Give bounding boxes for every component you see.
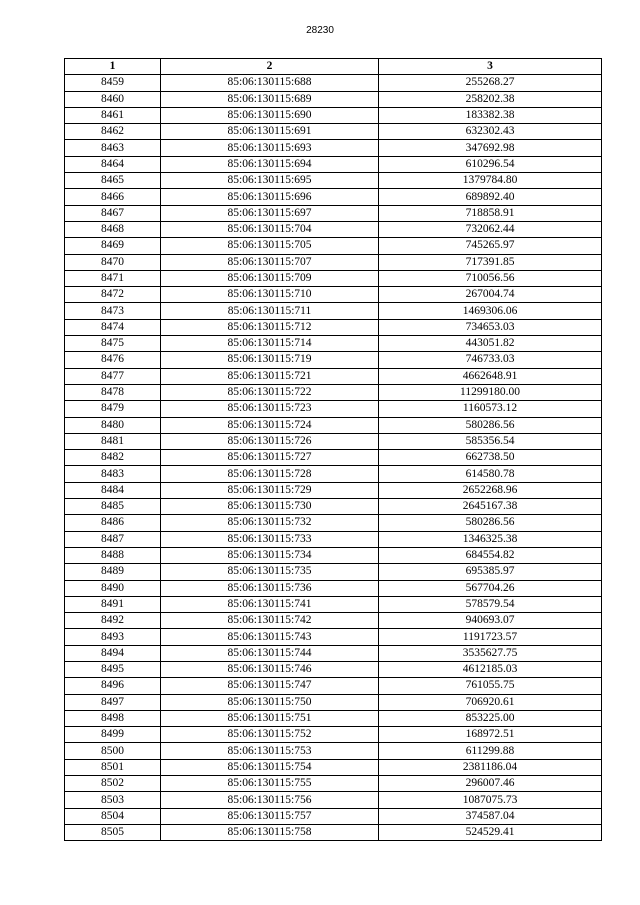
row-number-cell: 8467 [65, 205, 161, 221]
table-row [65, 433, 602, 449]
value-cell: 11299180.00 [379, 384, 602, 400]
table-row [65, 531, 602, 547]
table-row [65, 727, 602, 743]
cadastral-number-cell: 85:06:130115:742 [161, 613, 379, 629]
table-row [65, 499, 602, 515]
row-number-cell: 8465 [65, 173, 161, 189]
value-cell: 695385.97 [379, 564, 602, 580]
row-number-cell: 8473 [65, 303, 161, 319]
value-cell: 580286.56 [379, 515, 602, 531]
value-cell: 732062.44 [379, 221, 602, 237]
value-cell: 255268.27 [379, 75, 602, 91]
cadastral-number-cell: 85:06:130115:691 [161, 124, 379, 140]
cadastral-number-cell: 85:06:130115:707 [161, 254, 379, 270]
value-cell: 940693.07 [379, 613, 602, 629]
row-number-cell: 8495 [65, 661, 161, 677]
table-row [65, 91, 602, 107]
value-cell: 662738.50 [379, 450, 602, 466]
cadastral-number-cell: 85:06:130115:705 [161, 238, 379, 254]
table-row [65, 564, 602, 580]
value-cell: 611299.88 [379, 743, 602, 759]
cadastral-number-cell: 85:06:130115:726 [161, 433, 379, 449]
row-number-cell: 8488 [65, 547, 161, 563]
column-header-3: 3 [379, 59, 602, 75]
value-cell: 580286.56 [379, 417, 602, 433]
cadastral-number-cell: 85:06:130115:743 [161, 629, 379, 645]
row-number-cell: 8464 [65, 156, 161, 172]
row-number-cell: 8502 [65, 776, 161, 792]
cadastral-number-cell: 85:06:130115:709 [161, 270, 379, 286]
value-cell: 1191723.57 [379, 629, 602, 645]
row-number-cell: 8493 [65, 629, 161, 645]
table-row [65, 107, 602, 123]
value-cell: 710056.56 [379, 270, 602, 286]
table-row [65, 808, 602, 824]
value-cell: 610296.54 [379, 156, 602, 172]
table-row [65, 156, 602, 172]
cadastral-number-cell: 85:06:130115:730 [161, 499, 379, 515]
row-number-cell: 8486 [65, 515, 161, 531]
row-number-cell: 8487 [65, 531, 161, 547]
value-cell: 1379784.80 [379, 173, 602, 189]
table-row [65, 710, 602, 726]
value-cell: 1087075.73 [379, 792, 602, 808]
value-cell: 746733.03 [379, 352, 602, 368]
table-row [65, 629, 602, 645]
table-row [65, 450, 602, 466]
table-row [65, 417, 602, 433]
cadastral-number-cell: 85:06:130115:721 [161, 368, 379, 384]
cadastral-number-cell: 85:06:130115:735 [161, 564, 379, 580]
row-number-cell: 8476 [65, 352, 161, 368]
value-cell: 4612185.03 [379, 661, 602, 677]
table-row [65, 515, 602, 531]
table-header-row [65, 59, 602, 75]
table-row [65, 368, 602, 384]
table-body [65, 75, 602, 841]
cadastral-number-cell: 85:06:130115:712 [161, 319, 379, 335]
table-row [65, 173, 602, 189]
value-cell: 717391.85 [379, 254, 602, 270]
value-cell: 585356.54 [379, 433, 602, 449]
cadastral-number-cell: 85:06:130115:722 [161, 384, 379, 400]
row-number-cell: 8469 [65, 238, 161, 254]
cadastral-number-cell: 85:06:130115:756 [161, 792, 379, 808]
cadastral-number-cell: 85:06:130115:754 [161, 759, 379, 775]
table-row [65, 482, 602, 498]
table-row [65, 743, 602, 759]
cadastral-number-cell: 85:06:130115:719 [161, 352, 379, 368]
cadastral-number-cell: 85:06:130115:694 [161, 156, 379, 172]
value-cell: 3535627.75 [379, 645, 602, 661]
row-number-cell: 8475 [65, 336, 161, 352]
table-row [65, 75, 602, 91]
row-number-cell: 8494 [65, 645, 161, 661]
table-row [65, 287, 602, 303]
cadastral-number-cell: 85:06:130115:746 [161, 661, 379, 677]
row-number-cell: 8504 [65, 808, 161, 824]
row-number-cell: 8498 [65, 710, 161, 726]
cadastral-number-cell: 85:06:130115:690 [161, 107, 379, 123]
cadastral-number-cell: 85:06:130115:734 [161, 547, 379, 563]
value-cell: 296007.46 [379, 776, 602, 792]
row-number-cell: 8466 [65, 189, 161, 205]
row-number-cell: 8470 [65, 254, 161, 270]
value-cell: 614580.78 [379, 466, 602, 482]
row-number-cell: 8459 [65, 75, 161, 91]
table-row [65, 270, 602, 286]
cadastral-number-cell: 85:06:130115:689 [161, 91, 379, 107]
table-row [65, 694, 602, 710]
table-row [65, 352, 602, 368]
row-number-cell: 8492 [65, 613, 161, 629]
table-row [65, 645, 602, 661]
row-number-cell: 8474 [65, 319, 161, 335]
cadastral-number-cell: 85:06:130115:714 [161, 336, 379, 352]
row-number-cell: 8471 [65, 270, 161, 286]
cadastral-number-cell: 85:06:130115:728 [161, 466, 379, 482]
cadastral-number-cell: 85:06:130115:747 [161, 678, 379, 694]
page-number: 28230 [306, 25, 334, 36]
cadastral-number-cell: 85:06:130115:696 [161, 189, 379, 205]
cadastral-number-cell: 85:06:130115:744 [161, 645, 379, 661]
cadastral-number-cell: 85:06:130115:723 [161, 401, 379, 417]
value-cell: 632302.43 [379, 124, 602, 140]
row-number-cell: 8505 [65, 824, 161, 840]
value-cell: 853225.00 [379, 710, 602, 726]
table-row [65, 254, 602, 270]
value-cell: 524529.41 [379, 824, 602, 840]
value-cell: 168972.51 [379, 727, 602, 743]
cadastral-number-cell: 85:06:130115:751 [161, 710, 379, 726]
table-row [65, 613, 602, 629]
row-number-cell: 8472 [65, 287, 161, 303]
value-cell: 347692.98 [379, 140, 602, 156]
value-cell: 4662648.91 [379, 368, 602, 384]
row-number-cell: 8461 [65, 107, 161, 123]
value-cell: 684554.82 [379, 547, 602, 563]
table-row [65, 678, 602, 694]
value-cell: 1346325.38 [379, 531, 602, 547]
row-number-cell: 8499 [65, 727, 161, 743]
row-number-cell: 8497 [65, 694, 161, 710]
value-cell: 706920.61 [379, 694, 602, 710]
row-number-cell: 8480 [65, 417, 161, 433]
cadastral-number-cell: 85:06:130115:732 [161, 515, 379, 531]
value-cell: 745265.97 [379, 238, 602, 254]
row-number-cell: 8478 [65, 384, 161, 400]
cadastral-number-cell: 85:06:130115:724 [161, 417, 379, 433]
value-cell: 1469306.06 [379, 303, 602, 319]
value-cell: 1160573.12 [379, 401, 602, 417]
cadastral-number-cell: 85:06:130115:711 [161, 303, 379, 319]
table-row [65, 661, 602, 677]
cadastral-number-cell: 85:06:130115:752 [161, 727, 379, 743]
cadastral-value-table [64, 58, 602, 841]
row-number-cell: 8462 [65, 124, 161, 140]
table-row [65, 189, 602, 205]
table-row [65, 596, 602, 612]
cadastral-number-cell: 85:06:130115:758 [161, 824, 379, 840]
table-row [65, 401, 602, 417]
table-row [65, 124, 602, 140]
table-row [65, 303, 602, 319]
cadastral-number-cell: 85:06:130115:695 [161, 173, 379, 189]
cadastral-number-cell: 85:06:130115:729 [161, 482, 379, 498]
cadastral-number-cell: 85:06:130115:693 [161, 140, 379, 156]
value-cell: 267004.74 [379, 287, 602, 303]
row-number-cell: 8490 [65, 580, 161, 596]
row-number-cell: 8501 [65, 759, 161, 775]
value-cell: 2652268.96 [379, 482, 602, 498]
table-row [65, 547, 602, 563]
cadastral-number-cell: 85:06:130115:710 [161, 287, 379, 303]
table-row [65, 205, 602, 221]
row-number-cell: 8460 [65, 91, 161, 107]
row-number-cell: 8468 [65, 221, 161, 237]
table-row [65, 140, 602, 156]
table-row [65, 238, 602, 254]
value-cell: 183382.38 [379, 107, 602, 123]
value-cell: 567704.26 [379, 580, 602, 596]
value-cell: 2645167.38 [379, 499, 602, 515]
value-cell: 689892.40 [379, 189, 602, 205]
cadastral-number-cell: 85:06:130115:688 [161, 75, 379, 91]
row-number-cell: 8483 [65, 466, 161, 482]
row-number-cell: 8496 [65, 678, 161, 694]
value-cell: 2381186.04 [379, 759, 602, 775]
row-number-cell: 8463 [65, 140, 161, 156]
cadastral-number-cell: 85:06:130115:753 [161, 743, 379, 759]
table-row [65, 384, 602, 400]
table-row [65, 466, 602, 482]
row-number-cell: 8491 [65, 596, 161, 612]
cadastral-number-cell: 85:06:130115:757 [161, 808, 379, 824]
table-row [65, 336, 602, 352]
value-cell: 443051.82 [379, 336, 602, 352]
row-number-cell: 8482 [65, 450, 161, 466]
row-number-cell: 8503 [65, 792, 161, 808]
table-row [65, 580, 602, 596]
value-cell: 374587.04 [379, 808, 602, 824]
column-header-1: 1 [65, 59, 161, 75]
table-row [65, 792, 602, 808]
value-cell: 258202.38 [379, 91, 602, 107]
row-number-cell: 8489 [65, 564, 161, 580]
table-row [65, 759, 602, 775]
row-number-cell: 8481 [65, 433, 161, 449]
value-cell: 734653.03 [379, 319, 602, 335]
cadastral-number-cell: 85:06:130115:736 [161, 580, 379, 596]
value-cell: 578579.54 [379, 596, 602, 612]
cadastral-number-cell: 85:06:130115:750 [161, 694, 379, 710]
cadastral-number-cell: 85:06:130115:733 [161, 531, 379, 547]
row-number-cell: 8477 [65, 368, 161, 384]
table-row [65, 319, 602, 335]
column-header-2: 2 [161, 59, 379, 75]
table-row [65, 776, 602, 792]
value-cell: 718858.91 [379, 205, 602, 221]
row-number-cell: 8479 [65, 401, 161, 417]
value-cell: 761055.75 [379, 678, 602, 694]
table-row [65, 824, 602, 840]
row-number-cell: 8485 [65, 499, 161, 515]
row-number-cell: 8500 [65, 743, 161, 759]
table-row [65, 221, 602, 237]
cadastral-number-cell: 85:06:130115:727 [161, 450, 379, 466]
cadastral-number-cell: 85:06:130115:697 [161, 205, 379, 221]
row-number-cell: 8484 [65, 482, 161, 498]
cadastral-number-cell: 85:06:130115:755 [161, 776, 379, 792]
cadastral-number-cell: 85:06:130115:704 [161, 221, 379, 237]
cadastral-number-cell: 85:06:130115:741 [161, 596, 379, 612]
